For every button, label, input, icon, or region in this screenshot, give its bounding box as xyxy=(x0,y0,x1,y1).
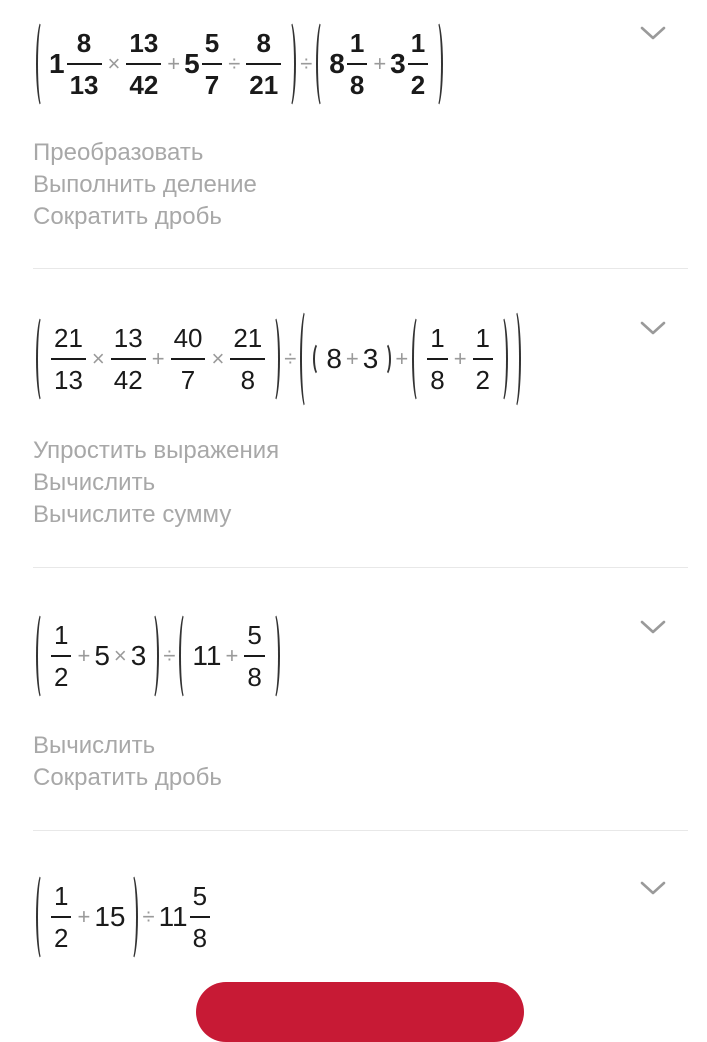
chevron-down-icon[interactable] xyxy=(639,319,667,337)
operator: ÷ xyxy=(228,51,241,76)
fraction-bar xyxy=(51,655,71,657)
denominator: 42 xyxy=(113,365,143,395)
right-parenthesis xyxy=(496,315,508,403)
denominator: 21 xyxy=(249,70,279,100)
number: 3 xyxy=(130,640,147,671)
numerator: 13 xyxy=(129,28,159,58)
fraction xyxy=(126,30,161,98)
operator: ÷ xyxy=(300,51,313,76)
number: 8 xyxy=(329,48,345,79)
fraction-bar xyxy=(67,63,102,65)
right-parenthesis xyxy=(126,873,138,961)
step-1-hints xyxy=(33,137,257,233)
left-parenthesis xyxy=(179,612,191,700)
fraction-bar xyxy=(190,916,210,918)
numerator: 21 xyxy=(54,323,83,353)
fraction xyxy=(51,325,86,393)
denominator: 7 xyxy=(180,365,196,395)
number: 11 xyxy=(158,901,188,932)
operator: + xyxy=(77,643,91,668)
denominator: 2 xyxy=(54,662,69,692)
numerator: 1 xyxy=(410,28,426,58)
denominator: 8 xyxy=(430,365,445,395)
primary-action-button[interactable] xyxy=(196,982,524,1042)
fraction-bar xyxy=(126,63,161,65)
operator: × xyxy=(211,346,225,371)
left-parenthesis xyxy=(36,20,48,108)
numerator: 5 xyxy=(204,28,220,58)
solution-step-4 xyxy=(0,831,707,999)
operator: × xyxy=(113,643,127,668)
operator: + xyxy=(77,904,91,929)
denominator: 2 xyxy=(410,70,426,100)
denominator: 8 xyxy=(192,923,208,953)
fraction-bar xyxy=(171,358,206,360)
hint-transform[interactable]: Преобразовать xyxy=(33,139,204,166)
fraction xyxy=(408,30,428,98)
fraction xyxy=(347,30,367,98)
denominator: 7 xyxy=(204,70,220,100)
operator: × xyxy=(107,51,121,76)
operator: + xyxy=(225,643,239,668)
numerator: 8 xyxy=(76,28,92,58)
fraction xyxy=(67,30,102,98)
numerator: 1 xyxy=(54,881,69,911)
hint-reduce-fraction[interactable]: Сократить дробь xyxy=(33,764,222,791)
operator: ÷ xyxy=(284,346,297,371)
denominator: 13 xyxy=(69,70,99,100)
fraction xyxy=(51,622,71,690)
fraction xyxy=(244,622,264,690)
fraction-bar xyxy=(202,63,222,65)
fraction xyxy=(246,30,281,98)
step-2-expression xyxy=(36,309,521,409)
operator: + xyxy=(167,51,181,76)
left-parenthesis xyxy=(36,873,48,961)
numerator: 8 xyxy=(256,28,271,58)
operator: + xyxy=(151,346,165,371)
step-2-hints xyxy=(33,435,279,531)
number: 1 xyxy=(49,48,65,79)
numerator: 5 xyxy=(192,881,208,911)
numerator: 1 xyxy=(349,28,365,58)
right-parenthesis xyxy=(147,612,159,700)
operator: ÷ xyxy=(142,904,155,929)
numerator: 1 xyxy=(54,620,69,650)
left-parenthesis xyxy=(316,20,328,108)
fraction-bar xyxy=(230,358,265,360)
fraction-bar xyxy=(246,63,281,65)
numerator: 1 xyxy=(430,323,445,353)
operator: + xyxy=(453,346,467,371)
denominator: 13 xyxy=(54,365,83,395)
operator: + xyxy=(395,346,409,371)
number: 5 xyxy=(184,48,200,79)
hint-simplify[interactable]: Упростить выражения xyxy=(33,437,280,464)
denominator: 8 xyxy=(247,662,262,692)
fraction xyxy=(473,325,493,393)
solution-step-3 xyxy=(0,568,707,830)
denominator: 8 xyxy=(349,70,365,100)
fraction xyxy=(171,325,206,393)
step-3-hints xyxy=(33,730,222,794)
fraction xyxy=(427,325,447,393)
solution-step-1 xyxy=(0,0,707,268)
chevron-down-icon[interactable] xyxy=(639,618,667,636)
operator: ÷ xyxy=(163,643,176,668)
step-4-expression xyxy=(36,869,212,965)
hint-calculate[interactable]: Вычислить xyxy=(33,732,156,759)
chevron-down-icon[interactable] xyxy=(639,879,667,897)
truncated-hint xyxy=(33,990,73,999)
fraction-bar xyxy=(244,655,264,657)
fraction xyxy=(111,325,146,393)
numerator: 40 xyxy=(173,323,203,353)
denominator: 8 xyxy=(240,365,256,395)
left-parenthesis xyxy=(412,315,424,403)
operator: × xyxy=(91,346,105,371)
right-parenthesis xyxy=(379,342,391,376)
fraction-bar xyxy=(427,358,447,360)
fraction xyxy=(230,325,265,393)
right-parenthesis xyxy=(268,612,280,700)
operator: + xyxy=(345,346,359,371)
denominator: 42 xyxy=(129,70,159,100)
numerator: 5 xyxy=(247,620,262,650)
hint-divide[interactable]: Выполнить деление xyxy=(33,171,257,198)
left-parenthesis xyxy=(36,315,48,403)
solution-step-2 xyxy=(0,269,707,567)
right-parenthesis xyxy=(509,309,521,409)
right-parenthesis xyxy=(284,20,296,108)
number: 15 xyxy=(94,901,126,932)
right-parenthesis xyxy=(268,315,280,403)
fraction xyxy=(51,883,71,951)
fraction xyxy=(190,883,210,951)
step-1-expression xyxy=(36,18,443,110)
left-parenthesis xyxy=(300,309,312,409)
left-parenthesis xyxy=(36,612,48,700)
number: 3 xyxy=(390,48,406,79)
hint-reduce-fraction[interactable]: Сократить дробь xyxy=(33,203,222,230)
fraction xyxy=(202,30,222,98)
hint-calculate[interactable]: Вычислить xyxy=(33,469,156,496)
numerator: 13 xyxy=(113,323,143,353)
number: 11 xyxy=(192,640,222,671)
operator: + xyxy=(373,51,387,76)
number: 5 xyxy=(94,640,110,671)
numerator: 1 xyxy=(475,323,491,353)
left-parenthesis xyxy=(313,342,325,376)
number: 3 xyxy=(362,343,379,374)
chevron-down-icon[interactable] xyxy=(639,24,667,42)
number: 8 xyxy=(326,343,342,374)
numerator: 21 xyxy=(233,323,263,353)
fraction-bar xyxy=(111,358,146,360)
denominator: 2 xyxy=(54,923,69,953)
fraction-bar xyxy=(408,63,428,65)
fraction-bar xyxy=(51,916,71,918)
fraction-bar xyxy=(473,358,493,360)
fraction-bar xyxy=(347,63,367,65)
step-3-expression xyxy=(36,608,280,704)
fraction-bar xyxy=(51,358,86,360)
right-parenthesis xyxy=(431,20,443,108)
denominator: 2 xyxy=(475,365,491,395)
hint-compute-sum[interactable]: Вычислите сумму xyxy=(33,501,232,528)
